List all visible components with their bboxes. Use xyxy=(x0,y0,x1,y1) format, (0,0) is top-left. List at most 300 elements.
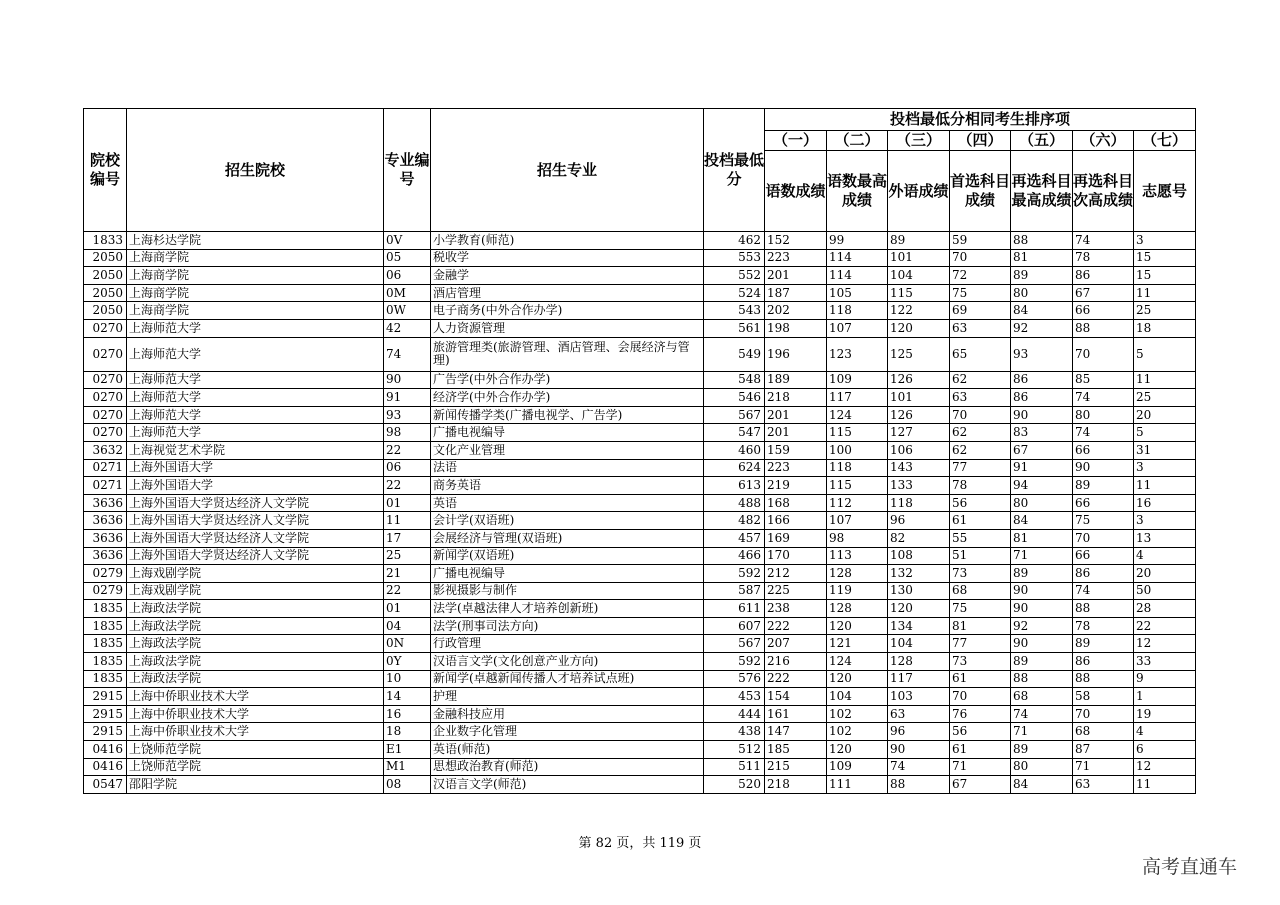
cell-tiebreak-3: 133 xyxy=(888,477,950,495)
cell-major-code: 16 xyxy=(384,705,431,723)
table-row xyxy=(84,249,1196,267)
cell-school-name: 上海政法学院 xyxy=(127,653,384,671)
cell-school-name: 上海外国语大学贤达经济人文学院 xyxy=(127,529,384,547)
cell-major-code: 93 xyxy=(384,406,431,424)
cell-min-score: 561 xyxy=(704,319,765,337)
cell-major-code: 0Y xyxy=(384,653,431,671)
cell-tiebreak-4: 78 xyxy=(950,477,1011,495)
cell-tiebreak-2: 120 xyxy=(827,617,888,635)
cell-tiebreak-7: 16 xyxy=(1134,494,1196,512)
cell-tiebreak-1: 215 xyxy=(765,758,827,776)
cell-tiebreak-3: 82 xyxy=(888,529,950,547)
cell-tiebreak-5: 90 xyxy=(1011,582,1073,600)
cell-tiebreak-3: 101 xyxy=(888,249,950,267)
cell-school-code: 0270 xyxy=(84,424,127,442)
cell-tiebreak-3: 115 xyxy=(888,284,950,302)
cell-school-code: 0271 xyxy=(84,477,127,495)
cell-major-code: 17 xyxy=(384,529,431,547)
cell-tiebreak-2: 128 xyxy=(827,565,888,583)
cell-major-code: 10 xyxy=(384,670,431,688)
cell-tiebreak-3: 134 xyxy=(888,617,950,635)
table-row xyxy=(84,424,1196,442)
table-row xyxy=(84,389,1196,407)
cell-tiebreak-1: 152 xyxy=(765,232,827,250)
page-footer: 第 82 页，共 119 页 xyxy=(578,836,702,851)
cell-tiebreak-4: 62 xyxy=(950,441,1011,459)
table-row xyxy=(84,670,1196,688)
cell-tiebreak-3: 104 xyxy=(888,635,950,653)
tiebreak-num-4: （四） xyxy=(950,131,1011,151)
cell-major-code: 0W xyxy=(384,302,431,320)
cell-tiebreak-7: 12 xyxy=(1134,758,1196,776)
cell-tiebreak-7: 4 xyxy=(1134,723,1196,741)
cell-school-code: 3632 xyxy=(84,441,127,459)
cell-major-name: 汉语言文学(师范) xyxy=(431,776,704,794)
cell-tiebreak-2: 128 xyxy=(827,600,888,618)
cell-school-code: 0279 xyxy=(84,582,127,600)
cell-min-score: 607 xyxy=(704,617,765,635)
cell-tiebreak-5: 90 xyxy=(1011,635,1073,653)
cell-school-name: 上海师范大学 xyxy=(127,389,384,407)
cell-major-code: 22 xyxy=(384,477,431,495)
table-row xyxy=(84,441,1196,459)
cell-tiebreak-7: 22 xyxy=(1134,617,1196,635)
cell-tiebreak-3: 118 xyxy=(888,494,950,512)
table-row xyxy=(84,512,1196,530)
table-row xyxy=(84,635,1196,653)
cell-major-code: 04 xyxy=(384,617,431,635)
cell-tiebreak-1: 202 xyxy=(765,302,827,320)
cell-tiebreak-7: 11 xyxy=(1134,776,1196,794)
cell-min-score: 587 xyxy=(704,582,765,600)
cell-major-code: 22 xyxy=(384,582,431,600)
cell-major-name: 思想政治教育(师范) xyxy=(431,758,704,776)
cell-major-code: 14 xyxy=(384,688,431,706)
cell-school-code: 2915 xyxy=(84,723,127,741)
cell-tiebreak-3: 130 xyxy=(888,582,950,600)
cell-major-code: 42 xyxy=(384,319,431,337)
cell-tiebreak-6: 75 xyxy=(1073,512,1134,530)
cell-tiebreak-5: 86 xyxy=(1011,371,1073,389)
cell-tiebreak-5: 71 xyxy=(1011,723,1073,741)
cell-tiebreak-5: 81 xyxy=(1011,249,1073,267)
cell-tiebreak-4: 76 xyxy=(950,705,1011,723)
cell-tiebreak-6: 90 xyxy=(1073,459,1134,477)
cell-tiebreak-2: 119 xyxy=(827,582,888,600)
cell-tiebreak-5: 84 xyxy=(1011,302,1073,320)
cell-min-score: 488 xyxy=(704,494,765,512)
cell-tiebreak-3: 106 xyxy=(888,441,950,459)
cell-tiebreak-4: 61 xyxy=(950,741,1011,759)
cell-min-score: 460 xyxy=(704,441,765,459)
cell-tiebreak-1: 161 xyxy=(765,705,827,723)
cell-tiebreak-4: 73 xyxy=(950,565,1011,583)
cell-tiebreak-6: 74 xyxy=(1073,232,1134,250)
cell-tiebreak-2: 102 xyxy=(827,723,888,741)
cell-tiebreak-4: 69 xyxy=(950,302,1011,320)
cell-tiebreak-1: 218 xyxy=(765,389,827,407)
cell-tiebreak-3: 132 xyxy=(888,565,950,583)
cell-min-score: 482 xyxy=(704,512,765,530)
cell-tiebreak-7: 25 xyxy=(1134,389,1196,407)
cell-major-name: 英语(师范) xyxy=(431,741,704,759)
cell-tiebreak-2: 109 xyxy=(827,758,888,776)
cell-tiebreak-6: 74 xyxy=(1073,582,1134,600)
cell-tiebreak-2: 124 xyxy=(827,653,888,671)
cell-school-code: 2050 xyxy=(84,284,127,302)
cell-tiebreak-6: 87 xyxy=(1073,741,1134,759)
watermark: 高考直通车 xyxy=(1142,856,1238,878)
tiebreak-num-5: （五） xyxy=(1011,131,1073,151)
cell-tiebreak-2: 107 xyxy=(827,512,888,530)
cell-tiebreak-5: 88 xyxy=(1011,232,1073,250)
tiebreak-num-1: （一） xyxy=(765,131,827,151)
cell-school-name: 上饶师范学院 xyxy=(127,758,384,776)
cell-tiebreak-3: 117 xyxy=(888,670,950,688)
cell-tiebreak-7: 11 xyxy=(1134,371,1196,389)
cell-tiebreak-5: 84 xyxy=(1011,512,1073,530)
cell-school-code: 1835 xyxy=(84,653,127,671)
cell-tiebreak-4: 70 xyxy=(950,249,1011,267)
cell-major-code: 98 xyxy=(384,424,431,442)
header-school-code: 院校编号 xyxy=(84,109,127,232)
table-row xyxy=(84,371,1196,389)
cell-tiebreak-4: 71 xyxy=(950,758,1011,776)
cell-tiebreak-1: 238 xyxy=(765,600,827,618)
cell-tiebreak-5: 80 xyxy=(1011,494,1073,512)
cell-tiebreak-2: 115 xyxy=(827,424,888,442)
cell-tiebreak-6: 67 xyxy=(1073,284,1134,302)
cell-school-code: 0270 xyxy=(84,389,127,407)
cell-tiebreak-5: 83 xyxy=(1011,424,1073,442)
cell-tiebreak-3: 90 xyxy=(888,741,950,759)
cell-min-score: 548 xyxy=(704,371,765,389)
cell-major-name: 新闻传播学类(广播电视学、广告学) xyxy=(431,406,704,424)
cell-major-code: 0N xyxy=(384,635,431,653)
cell-tiebreak-2: 118 xyxy=(827,459,888,477)
cell-major-code: 18 xyxy=(384,723,431,741)
cell-tiebreak-3: 74 xyxy=(888,758,950,776)
cell-tiebreak-3: 101 xyxy=(888,389,950,407)
table-row xyxy=(84,319,1196,337)
cell-major-name: 文化产业管理 xyxy=(431,441,704,459)
cell-min-score: 462 xyxy=(704,232,765,250)
cell-tiebreak-6: 86 xyxy=(1073,267,1134,285)
cell-tiebreak-4: 61 xyxy=(950,670,1011,688)
cell-tiebreak-5: 89 xyxy=(1011,565,1073,583)
table-row xyxy=(84,776,1196,794)
cell-tiebreak-6: 88 xyxy=(1073,600,1134,618)
cell-major-code: 90 xyxy=(384,371,431,389)
tiebreak-label-1: 语数成绩 xyxy=(765,151,827,232)
cell-major-name: 会展经济与管理(双语班) xyxy=(431,529,704,547)
cell-major-name: 税收学 xyxy=(431,249,704,267)
cell-school-name: 上海杉达学院 xyxy=(127,232,384,250)
cell-major-code: 22 xyxy=(384,441,431,459)
cell-tiebreak-6: 88 xyxy=(1073,319,1134,337)
cell-tiebreak-7: 18 xyxy=(1134,319,1196,337)
cell-school-name: 上海政法学院 xyxy=(127,617,384,635)
cell-tiebreak-5: 81 xyxy=(1011,529,1073,547)
cell-major-name: 企业数字化管理 xyxy=(431,723,704,741)
cell-major-code: 05 xyxy=(384,249,431,267)
cell-tiebreak-6: 70 xyxy=(1073,705,1134,723)
cell-tiebreak-1: 216 xyxy=(765,653,827,671)
cell-school-name: 上海戏剧学院 xyxy=(127,565,384,583)
table-row xyxy=(84,494,1196,512)
cell-school-code: 0270 xyxy=(84,406,127,424)
cell-school-code: 0547 xyxy=(84,776,127,794)
cell-major-code: 0V xyxy=(384,232,431,250)
cell-major-code: 06 xyxy=(384,267,431,285)
cell-school-name: 上海外国语大学贤达经济人文学院 xyxy=(127,547,384,565)
cell-tiebreak-6: 85 xyxy=(1073,371,1134,389)
cell-major-name: 酒店管理 xyxy=(431,284,704,302)
cell-tiebreak-1: 223 xyxy=(765,459,827,477)
cell-min-score: 520 xyxy=(704,776,765,794)
cell-tiebreak-6: 89 xyxy=(1073,477,1134,495)
cell-tiebreak-3: 120 xyxy=(888,319,950,337)
tiebreak-num-7: （七） xyxy=(1134,131,1196,151)
cell-tiebreak-1: 198 xyxy=(765,319,827,337)
cell-min-score: 611 xyxy=(704,600,765,618)
cell-tiebreak-4: 56 xyxy=(950,494,1011,512)
cell-tiebreak-6: 80 xyxy=(1073,406,1134,424)
cell-min-score: 457 xyxy=(704,529,765,547)
cell-tiebreak-7: 12 xyxy=(1134,635,1196,653)
table-row xyxy=(84,723,1196,741)
cell-major-name: 电子商务(中外合作办学) xyxy=(431,302,704,320)
cell-tiebreak-3: 88 xyxy=(888,776,950,794)
cell-school-name: 上海师范大学 xyxy=(127,371,384,389)
cell-tiebreak-6: 89 xyxy=(1073,635,1134,653)
cell-tiebreak-1: 222 xyxy=(765,617,827,635)
cell-tiebreak-7: 5 xyxy=(1134,337,1196,371)
cell-school-name: 上海视觉艺术学院 xyxy=(127,441,384,459)
cell-school-code: 3636 xyxy=(84,529,127,547)
cell-tiebreak-2: 120 xyxy=(827,741,888,759)
cell-tiebreak-5: 80 xyxy=(1011,758,1073,776)
header-min-score: 投档最低分 xyxy=(704,109,765,232)
cell-major-name: 金融学 xyxy=(431,267,704,285)
cell-tiebreak-6: 88 xyxy=(1073,670,1134,688)
cell-school-code: 1835 xyxy=(84,617,127,635)
cell-tiebreak-7: 33 xyxy=(1134,653,1196,671)
cell-tiebreak-2: 112 xyxy=(827,494,888,512)
tiebreak-label-5: 再选科目最高成绩 xyxy=(1011,151,1073,232)
cell-tiebreak-4: 75 xyxy=(950,600,1011,618)
cell-tiebreak-4: 65 xyxy=(950,337,1011,371)
table-row xyxy=(84,600,1196,618)
cell-school-name: 邵阳学院 xyxy=(127,776,384,794)
cell-tiebreak-6: 74 xyxy=(1073,424,1134,442)
cell-major-name: 广播电视编导 xyxy=(431,565,704,583)
cell-tiebreak-3: 104 xyxy=(888,267,950,285)
cell-tiebreak-5: 67 xyxy=(1011,441,1073,459)
cell-tiebreak-2: 100 xyxy=(827,441,888,459)
cell-major-name: 广告学(中外合作办学) xyxy=(431,371,704,389)
table-row xyxy=(84,302,1196,320)
cell-major-name: 广播电视编导 xyxy=(431,424,704,442)
cell-school-name: 上海商学院 xyxy=(127,267,384,285)
tiebreak-label-3: 外语成绩 xyxy=(888,151,950,232)
cell-tiebreak-2: 114 xyxy=(827,267,888,285)
cell-tiebreak-6: 68 xyxy=(1073,723,1134,741)
cell-tiebreak-3: 120 xyxy=(888,600,950,618)
cell-min-score: 547 xyxy=(704,424,765,442)
cell-major-name: 新闻学(卓越新闻传播人才培养试点班) xyxy=(431,670,704,688)
cell-major-code: 0M xyxy=(384,284,431,302)
table-row xyxy=(84,565,1196,583)
table-row xyxy=(84,741,1196,759)
cell-tiebreak-4: 62 xyxy=(950,424,1011,442)
cell-tiebreak-5: 68 xyxy=(1011,688,1073,706)
cell-tiebreak-4: 63 xyxy=(950,389,1011,407)
table-row xyxy=(84,582,1196,600)
cell-major-name: 英语 xyxy=(431,494,704,512)
cell-tiebreak-1: 222 xyxy=(765,670,827,688)
table-row xyxy=(84,529,1196,547)
cell-tiebreak-2: 111 xyxy=(827,776,888,794)
cell-min-score: 592 xyxy=(704,565,765,583)
cell-school-name: 上海外国语大学 xyxy=(127,477,384,495)
cell-tiebreak-2: 102 xyxy=(827,705,888,723)
cell-tiebreak-4: 55 xyxy=(950,529,1011,547)
cell-tiebreak-5: 92 xyxy=(1011,319,1073,337)
cell-tiebreak-1: 166 xyxy=(765,512,827,530)
table-row xyxy=(84,406,1196,424)
tiebreak-num-2: （二） xyxy=(827,131,888,151)
cell-tiebreak-1: 196 xyxy=(765,337,827,371)
cell-school-name: 上海师范大学 xyxy=(127,406,384,424)
cell-tiebreak-6: 86 xyxy=(1073,653,1134,671)
cell-major-code: 08 xyxy=(384,776,431,794)
cell-major-name: 法学(卓越法律人才培养创新班) xyxy=(431,600,704,618)
cell-tiebreak-5: 91 xyxy=(1011,459,1073,477)
cell-tiebreak-4: 81 xyxy=(950,617,1011,635)
admission-table xyxy=(83,108,1196,794)
cell-tiebreak-5: 88 xyxy=(1011,670,1073,688)
cell-major-name: 金融科技应用 xyxy=(431,705,704,723)
cell-tiebreak-7: 5 xyxy=(1134,424,1196,442)
cell-tiebreak-1: 201 xyxy=(765,267,827,285)
cell-tiebreak-6: 70 xyxy=(1073,337,1134,371)
table-row xyxy=(84,688,1196,706)
cell-min-score: 552 xyxy=(704,267,765,285)
header-major-code: 专业编号 xyxy=(384,109,431,232)
cell-tiebreak-3: 96 xyxy=(888,723,950,741)
cell-tiebreak-7: 15 xyxy=(1134,249,1196,267)
table-row xyxy=(84,337,1196,371)
cell-school-name: 上海中侨职业技术大学 xyxy=(127,723,384,741)
cell-tiebreak-5: 93 xyxy=(1011,337,1073,371)
cell-tiebreak-7: 9 xyxy=(1134,670,1196,688)
cell-school-name: 上海师范大学 xyxy=(127,424,384,442)
cell-tiebreak-3: 96 xyxy=(888,512,950,530)
cell-school-code: 0271 xyxy=(84,459,127,477)
cell-school-code: 2050 xyxy=(84,249,127,267)
cell-major-code: 91 xyxy=(384,389,431,407)
cell-tiebreak-5: 86 xyxy=(1011,389,1073,407)
cell-school-code: 3636 xyxy=(84,494,127,512)
cell-tiebreak-6: 66 xyxy=(1073,302,1134,320)
cell-tiebreak-4: 77 xyxy=(950,635,1011,653)
table-row xyxy=(84,547,1196,565)
cell-tiebreak-7: 50 xyxy=(1134,582,1196,600)
cell-min-score: 511 xyxy=(704,758,765,776)
cell-tiebreak-6: 86 xyxy=(1073,565,1134,583)
cell-min-score: 453 xyxy=(704,688,765,706)
cell-school-code: 3636 xyxy=(84,547,127,565)
cell-major-code: 01 xyxy=(384,494,431,512)
table-row xyxy=(84,267,1196,285)
cell-tiebreak-2: 123 xyxy=(827,337,888,371)
cell-min-score: 567 xyxy=(704,406,765,424)
cell-school-code: 0270 xyxy=(84,371,127,389)
cell-school-name: 上海政法学院 xyxy=(127,635,384,653)
cell-tiebreak-4: 51 xyxy=(950,547,1011,565)
cell-major-name: 法学(刑事司法方向) xyxy=(431,617,704,635)
cell-tiebreak-2: 117 xyxy=(827,389,888,407)
cell-school-name: 上海外国语大学贤达经济人文学院 xyxy=(127,494,384,512)
cell-major-code: M1 xyxy=(384,758,431,776)
cell-tiebreak-3: 89 xyxy=(888,232,950,250)
cell-tiebreak-5: 89 xyxy=(1011,267,1073,285)
cell-tiebreak-4: 75 xyxy=(950,284,1011,302)
tiebreak-num-3: （三） xyxy=(888,131,950,151)
table-row xyxy=(84,705,1196,723)
cell-tiebreak-5: 80 xyxy=(1011,284,1073,302)
cell-tiebreak-1: 187 xyxy=(765,284,827,302)
cell-tiebreak-3: 63 xyxy=(888,705,950,723)
cell-tiebreak-7: 13 xyxy=(1134,529,1196,547)
cell-school-code: 2915 xyxy=(84,705,127,723)
cell-tiebreak-3: 125 xyxy=(888,337,950,371)
table-row xyxy=(84,232,1196,250)
cell-tiebreak-6: 66 xyxy=(1073,547,1134,565)
cell-school-code: 1833 xyxy=(84,232,127,250)
cell-min-score: 546 xyxy=(704,389,765,407)
cell-tiebreak-7: 4 xyxy=(1134,547,1196,565)
cell-major-code: E1 xyxy=(384,741,431,759)
cell-min-score: 553 xyxy=(704,249,765,267)
cell-tiebreak-1: 170 xyxy=(765,547,827,565)
cell-major-code: 01 xyxy=(384,600,431,618)
tiebreak-num-6: （六） xyxy=(1073,131,1134,151)
cell-min-score: 549 xyxy=(704,337,765,371)
cell-tiebreak-3: 143 xyxy=(888,459,950,477)
header-school-name: 招生院校 xyxy=(127,109,384,232)
cell-tiebreak-4: 59 xyxy=(950,232,1011,250)
cell-min-score: 524 xyxy=(704,284,765,302)
cell-min-score: 512 xyxy=(704,741,765,759)
cell-tiebreak-7: 3 xyxy=(1134,512,1196,530)
cell-major-name: 经济学(中外合作办学) xyxy=(431,389,704,407)
cell-tiebreak-3: 126 xyxy=(888,406,950,424)
cell-school-code: 0279 xyxy=(84,565,127,583)
cell-tiebreak-4: 67 xyxy=(950,776,1011,794)
cell-tiebreak-2: 104 xyxy=(827,688,888,706)
cell-tiebreak-2: 115 xyxy=(827,477,888,495)
cell-tiebreak-7: 28 xyxy=(1134,600,1196,618)
cell-tiebreak-3: 126 xyxy=(888,371,950,389)
cell-tiebreak-4: 61 xyxy=(950,512,1011,530)
cell-tiebreak-4: 70 xyxy=(950,688,1011,706)
cell-tiebreak-2: 105 xyxy=(827,284,888,302)
cell-school-code: 1835 xyxy=(84,670,127,688)
cell-tiebreak-7: 11 xyxy=(1134,477,1196,495)
cell-school-code: 2915 xyxy=(84,688,127,706)
